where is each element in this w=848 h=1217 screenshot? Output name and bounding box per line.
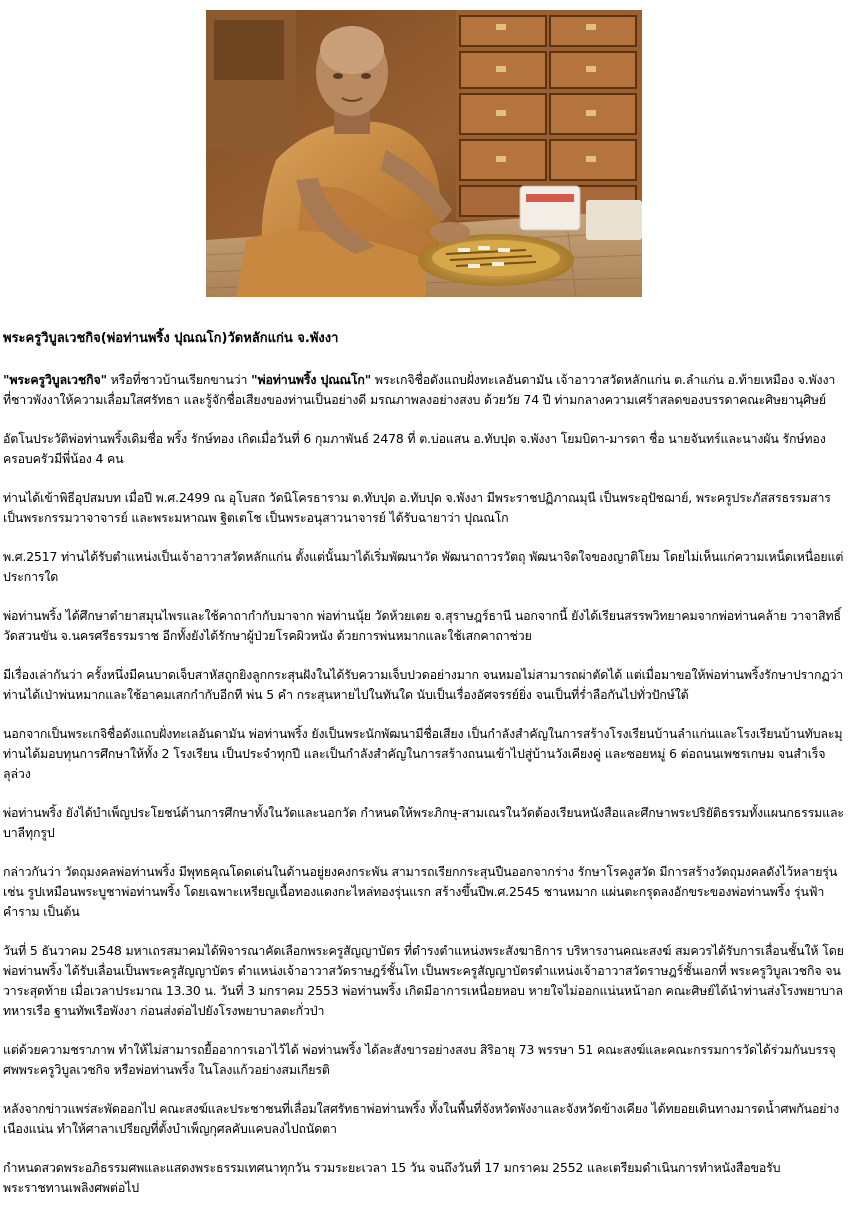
- article-title: พระครูวิบูลเวชกิจ(พ่อท่านพริ้ง ปุณณโก)วัดหลักแก่น จ.พังงา: [3, 331, 339, 346]
- intro-connector: หรือที่ชาวบ้านเรียกขานว่า: [106, 372, 252, 387]
- quote-close: ": [364, 372, 372, 387]
- quote-close: ": [100, 372, 107, 387]
- monk-photo: [206, 10, 642, 297]
- paragraph-ordination: ท่านได้เข้าพิธีอุปสมบท เมื่อปี พ.ศ.2499 ณ อุโบสถ วัดนิโครธาราม ต.ทับปุด อ.ทับปุด จ.พังงา มีพระราชปฏิภาณมุนี เป็นพระอุปัชฌาย์, พระครูประภัสสรธรรมสาร เป็นพระกรรมวาจาจารย์ และพระมหาณพ ฐิตเตโช เป็นพระอนุสาวนาจารย์ ได้รับฉายาว่า ปุณณโก: [3, 490, 831, 525]
- paragraph-education: พ่อท่านพริ้ง ยังได้บำเพ็ญประโยชน์ด้านการศึกษาทั้งในวัดและนอกวัด กำหนดให้พระภิกษุ-สามเณรในวัดต้องเรียนหนังสือและศึกษาพระปริยัติธรรมทั้งแผนกธรรมและบาลีทุกรูป: [3, 805, 844, 840]
- monk-common-name: พ่อท่านพริ้ง ปุณณโก: [257, 372, 365, 387]
- paragraph-promotion-illness: วันที่ 5 ธันวาคม 2548 มหาเถรสมาคมได้พิจารณาคัดเลือกพระครูสัญญาบัตร ที่ดำรงตำแหน่งพระสังฆาธิการ บริหารงานคณะสงฆ์ สมควรได้รับการเลื่อนชั้นให้ โดยพ่อท่านพริ้ง ได้รับเลื่อนเป็นพระครูสัญญาบัตร ตำแหน่งเจ้าอาวาสวัดราษฎร์ชั้นโท เป็นพระครูสัญญาบัตรตำแหน่งเจ้าอาวาสวัดราษฎร์ชั้นเอกที่ พระครูวิบูลเวชกิจ จนวาระสุดท้าย เมื่อเวลาประมาณ 13.30 น. วันที่ 3 มกราคม 2553 พ่อท่านพริ้ง เกิดมีอาการเหนื่อยหอบ หายใจไม่ออกแน่นหน้าอก คณะศิษย์ได้นำท่านส่งโรงพยาบาลทหารเรือ ฐานทัพเรือพังงา ก่อนส่งต่อไปยังโรงพยาบาลตะกั่วป่า: [3, 943, 844, 1018]
- paragraph-passing: แต่ด้วยความชราภาพ ทำให้ไม่สามารถยื้ออาการเอาไว้ได้ พ่อท่านพริ้ง ได้ละสังขารอย่างสงบ สิริอายุ 73 พรรษา 51 คณะสงฆ์และคณะกรรมการวัดได้ร่วมกันบรรจุศพพระครูวิบูลเวชกิจ หรือพ่อท่านพริ้ง ในโลงแก้วอย่างสมเกียรติ: [3, 1042, 836, 1077]
- quote-open: ": [3, 372, 10, 387]
- intro-paragraph: [3, 370, 845, 410]
- quote-open: ": [251, 372, 258, 387]
- paragraph-amulets: กล่าวกันว่า วัตถุมงคลพ่อท่านพริ้ง มีพุทธคุณโดดเด่นในด้านอยู่ยงคงกระพัน สามารถเรียกกระสุนปืนออกจากร่าง รักษาโรคงูสวัด มีการสร้างวัตถุมงคลดังไว้หลายรุ่น เช่น รูปเหมือนพระบูชาพ่อท่านพริ้ง โดยเฉพาะเหรียญเนื้อทองแดงกะไหล่ทองรุ่นแรก สร้างขึ้นปีพ.ศ.2545 ชานหมาก แผ่นตะกรุดลงอักขระของพ่อท่านพริ้ง รุ่นฟ้าคำราม เป็นต้น: [3, 864, 838, 919]
- paragraph-herbal-studies: พ่อท่านพริ้ง ได้ศึกษาตำยาสมุนไพรและใช้คาถากำกับมาจาก พ่อท่านนุ้ย วัดห้วยเตย จ.สุราษฎร์ธานี นอกจากนี้ ยังได้เรียนสรรพวิทยาคมจากพ่อท่านคล้าย วาจาสิทธิ์ วัดสวนขัน จ.นครศรีธรรมราช อีกทั้งยังได้รักษาผู้ป่วยโรคผิวหนัง ด้วยการพ่นหมากและใช้เสกคาถาช่วย: [3, 608, 841, 643]
- monk-title-name: พระครูวิบูลเวชกิจ: [9, 372, 101, 387]
- paragraph-funeral-schedule: กำหนดสวดพระอภิธรรมศพและแสดงพระธรรมเทศนาทุกวัน รวมระยะเวลา 15 วัน จนถึงวันที่ 17 มกราคม 2552 และเตรียมดำเนินการทำหนังสือขอรับพระราชทานเพลิงศพต่อไป: [3, 1160, 781, 1195]
- article: [3, 330, 845, 1217]
- paragraph-biography: อัตโนประวัติพ่อท่านพริ้งเดิมชื่อ พริ้ง รักษ์ทอง เกิดเมื่อวันที่ 6 กุมภาพันธ์ 2478 ที่ ต.บ่อแสน อ.ทับปุด จ.พังงา โยมบิดา-มารดา ชื่อ นายจันทร์และนางผัน รักษ์ทอง ครอบครัวมีพี่น้อง 4 คน: [3, 431, 826, 466]
- paragraph-miracle-story: มีเรื่องเล่ากันว่า ครั้งหนึ่งมีคนบาดเจ็บสาหัสถูกยิงลูกกระสุนฝังในได้รับความเจ็บปวดอย่างมาก จนหมอไม่สามารถผ่าตัดได้ แต่เมื่อมาขอให้พ่อท่านพริ้งรักษาปรากฏว่า ท่านได้เป่าพ่นหมากและใช้อาคมเสกกำกับอีกที พ่น 5 คำ กระสุนหายไปในทันใด นับเป็นเรื่องอัศจรรย์ยิ่ง จนเป็นที่ร่ำลือกันไปทั่วปักษ์ใต้: [3, 667, 844, 702]
- paragraph-mourners: หลังจากข่าวแพร่สะพัดออกไป คณะสงฆ์และประชาชนที่เลื่อมใสศรัทธาพ่อท่านพริ้ง ทั้งในพื้นที่จังหวัดพังงาและจังหวัดข้างเคียง ได้ทยอยเดินทางมารดน้ำศพกันอย่างเนืองแน่น ทำให้ศาลาเปรียญที่ตั้งบำเพ็ญกุศลคับแคบลงไปถนัดตา: [3, 1101, 840, 1136]
- intro-body: พระเกจิชื่อดังแถบฝั่งทะเลอันดามัน เจ้าอาวาสวัดหลักแก่น ต.ลำแก่น อ.ท้ายเหมือง จ.พังงา ที่ชาวพังงาให้ความเลื่อมใสศรัทธา และรู้จักชื่อเสียงของท่านเป็นอย่างดี มรณภาพลงอย่างสงบ ด้วยวัย 74 ปี ท่ามกลางความเศร้าสลดของบรรดาคณะศิษยานุศิษย์: [3, 372, 836, 407]
- paragraph-development-work: นอกจากเป็นพระเกจิชื่อดังแถบฝั่งทะเลอันดามัน พ่อท่านพริ้ง ยังเป็นพระนักพัฒนามีชื่อเสียง เป็นกำลังสำคัญในการสร้างโรงเรียนบ้านลำแก่นและโรงเรียนบ้านทับละมุ ท่านได้มอบทุนการศึกษาให้ทั้ง 2 โรงเรียน เป็นประจำทุกปี และเป็นกำลังสำคัญในการสร้างถนนเข้าไปสู่บ้านวังเคียงคู่ และซอยหมู่ 6 ต่อถนนเพชรเกษม จนสำเร็จลุล่วง: [3, 726, 843, 781]
- paragraph-abbot-appointment: พ.ศ.2517 ท่านได้รับตำแหน่งเป็นเจ้าอาวาสวัดหลักแก่น ตั้งแต่นั้นมาได้เริ่มพัฒนาวัด พัฒนาถาวรวัตถุ พัฒนาจิตใจของญาติโยม โดยไม่เห็นแก่ความเหน็ดเหนื่อยแต่ประการใด: [3, 549, 844, 584]
